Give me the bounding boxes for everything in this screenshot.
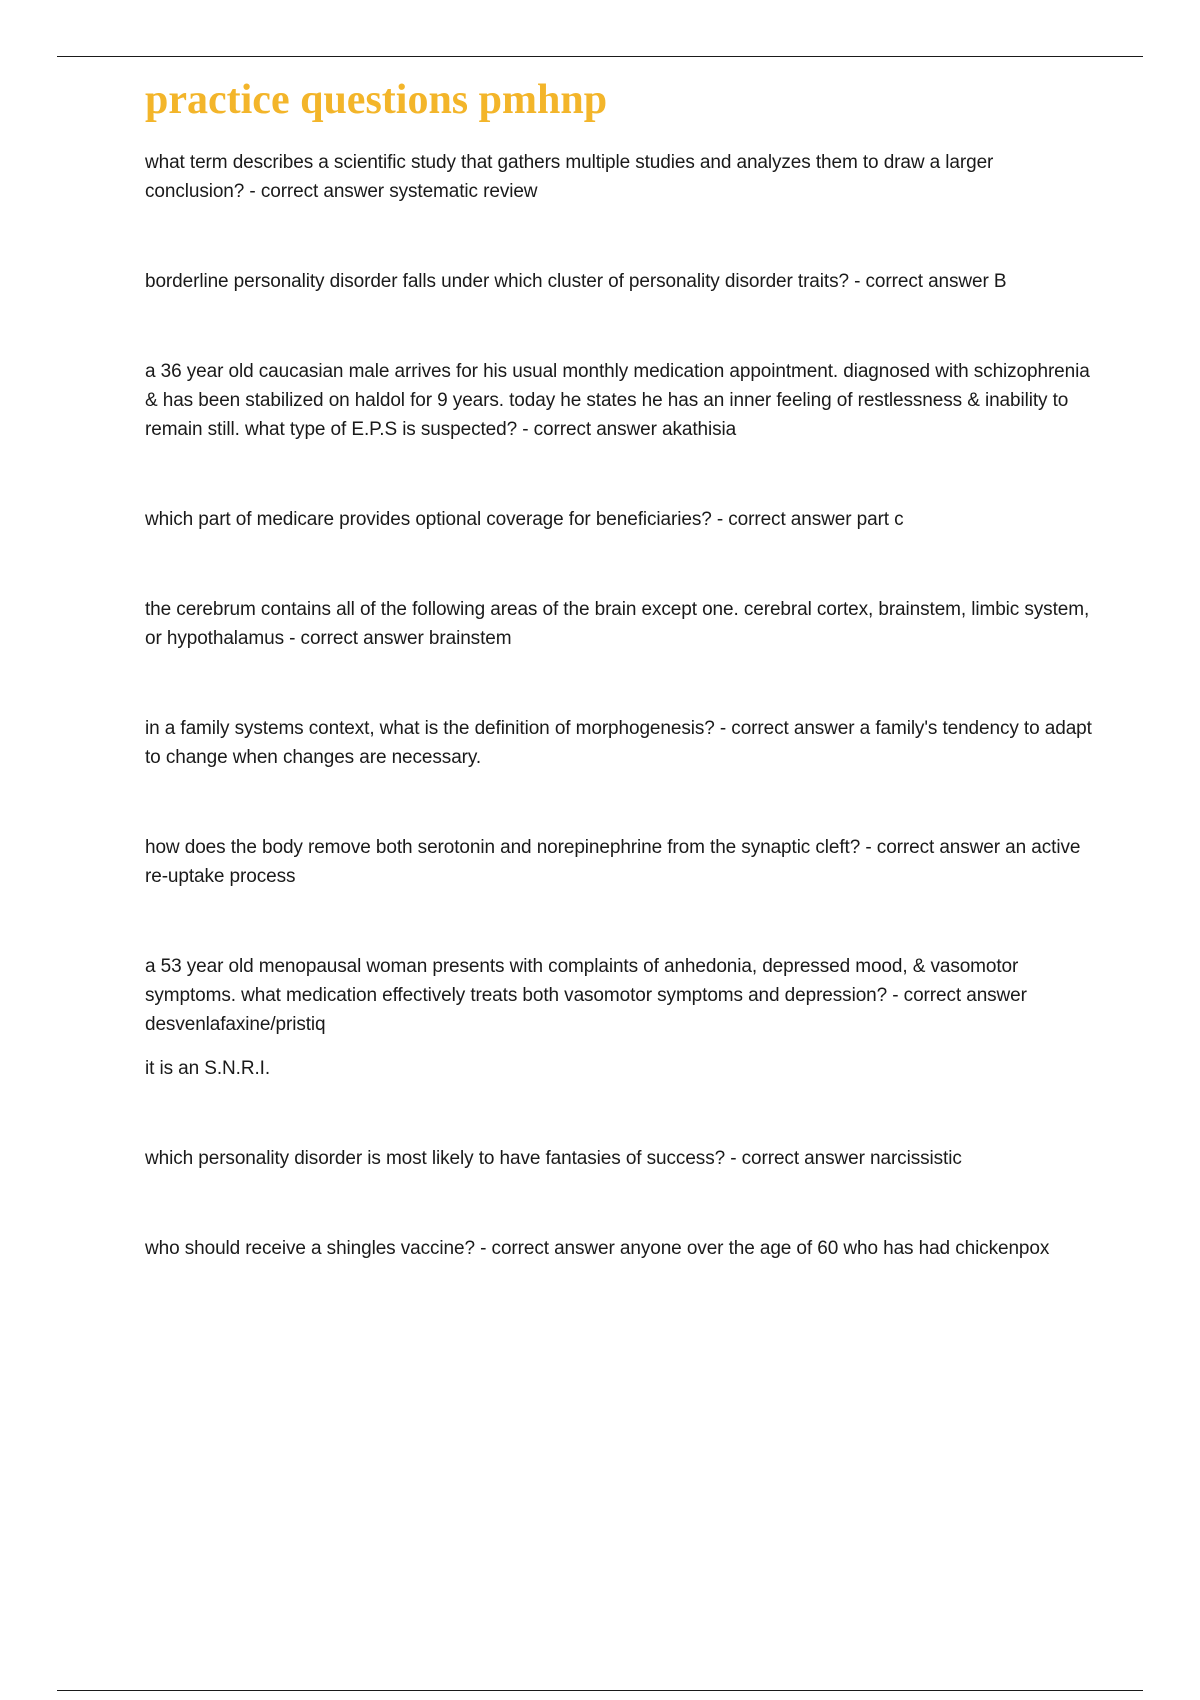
qa-item: [145, 505, 1095, 534]
qa-text: which part of medicare provides optional coverage for beneficiaries? - correct answer part c: [145, 509, 904, 530]
qa-text: in a family systems context, what is the definition of morphogenesis? - correct answer a family's tendency to adapt to change when changes are necessary.: [145, 718, 1092, 768]
qa-text: which personality disorder is most likely to have fantasies of success? - correct answer narcissistic: [145, 1148, 962, 1169]
qa-item: [145, 1144, 1095, 1173]
qa-text: a 53 year old menopausal woman presents with complaints of anhedonia, depressed mood, & vasomotor symptoms. what medication effectively treats both vasomotor symptoms and depression? - correct answer desvenlafaxine/pristiq: [145, 956, 1027, 1035]
document-body: [145, 70, 1095, 1324]
qa-text: who should receive a shingles vaccine? - correct answer anyone over the age of 60 who has had chickenpox: [145, 1238, 1050, 1259]
bottom-rule: [57, 1690, 1143, 1691]
qa-item: [145, 148, 1095, 206]
document-title: practice questions pmhnp: [145, 77, 608, 123]
qa-item: [145, 357, 1095, 444]
qa-text: a 36 year old caucasian male arrives for his usual monthly medication appointment. diagnosed with schizophrenia & has been stabilized on haldol for 9 years. today he states he has an inner feeling of restlessness & inability to remain still. what type of E.P.S is suspected? - correct answer akathisia: [145, 361, 1090, 440]
qa-item: [145, 595, 1095, 653]
qa-text: what term describes a scientific study that gathers multiple studies and analyzes them to draw a larger conclusion? - correct answer systematic review: [145, 152, 994, 202]
qa-item: [145, 267, 1095, 296]
qa-note: it is an S.N.R.I.: [145, 1058, 271, 1079]
qa-item: [145, 833, 1095, 891]
qa-item: [145, 714, 1095, 772]
qa-text: how does the body remove both serotonin and norepinephrine from the synaptic cleft? - correct answer an active re-uptake process: [145, 837, 1081, 887]
top-rule: [57, 56, 1143, 57]
qa-text: borderline personality disorder falls under which cluster of personality disorder traits? - correct answer B: [145, 271, 1007, 292]
qa-text: the cerebrum contains all of the following areas of the brain except one. cerebral cortex, brainstem, limbic system, or hypothalamus - correct answer brainstem: [145, 599, 1090, 649]
qa-item: [145, 952, 1095, 1083]
qa-item: [145, 1234, 1095, 1263]
